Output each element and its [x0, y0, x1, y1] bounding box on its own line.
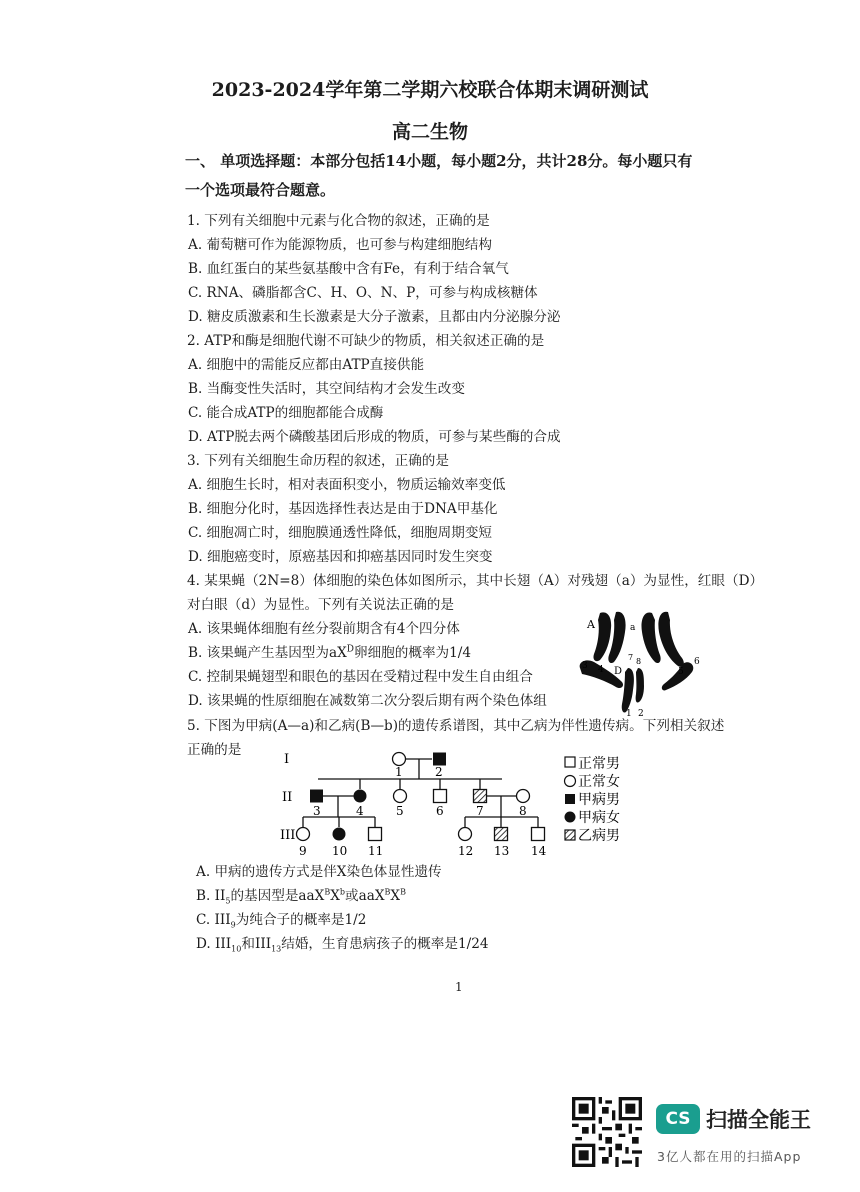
question-5-stem-line2: 正确的是 — [187, 742, 242, 758]
chromosome-2 — [608, 612, 625, 663]
pedigree-ii7-affected-b-male — [474, 790, 487, 803]
question-5-option-b: B. $II_5$的基因型是$aaX^BX^b$或$aaX^BX^B$ — [196, 887, 406, 906]
label-chrom-7: 7 — [628, 653, 634, 662]
label-chrom-6: 6 — [694, 657, 700, 667]
label-chrom-2: 2 — [638, 709, 644, 718]
question-4-stem-line2: 对白眼（d）为显性。下列有关说法正确的是 — [187, 597, 454, 613]
pedigree-i1-normal-female — [393, 753, 406, 766]
pedigree-num-2: 2 — [435, 765, 443, 779]
exam-title: 2023-2024学年第二学期六校联合体期末调研测试 — [211, 79, 649, 101]
question-4-option-c: C. 控制果蝇翅型和眼色的基因在受精过程中发生自由组合 — [188, 669, 533, 685]
label-chrom-5: 5 — [678, 667, 684, 677]
legend-affected-b-male: 乙病男 — [578, 828, 620, 844]
label-gene-D: D — [614, 666, 623, 677]
question-5-option-d: D. $III_{10}$和$III_{13}$结婚，生育患病孩子的概率是1/24 — [196, 936, 489, 954]
pedigree-num-7: 7 — [476, 804, 484, 818]
question-2-option-c: C. 能合成ATP的细胞都能合成酶 — [188, 405, 384, 421]
label-gene-a: a — [630, 623, 636, 633]
label-gene-A: A — [587, 618, 595, 631]
pedigree-num-8: 8 — [519, 804, 527, 818]
pedigree-num-12: 12 — [458, 844, 474, 858]
pedigree-chart — [280, 745, 660, 863]
chromosome-3 — [641, 612, 660, 663]
pedigree-ii6-normal-male — [434, 790, 447, 803]
question-4-option-d: D. 该果蝇的性原细胞在减数第二次分裂后期有两个染色体组 — [188, 693, 547, 709]
chromosome-1 — [593, 612, 611, 661]
chromosome-8 — [636, 668, 644, 703]
chromosome-figure — [578, 608, 708, 718]
question-1-option-c: C. RNA、磷脂都含C、H、O、N、P，可参与构成核糖体 — [188, 285, 538, 301]
question-1-option-a: A. 葡萄糖可作为能源物质，也可参与构建细胞结构 — [188, 237, 492, 253]
section-heading-line2: 一个选项最符合题意。 — [185, 181, 336, 199]
question-3-stem: 3. 下列有关细胞生命历程的叙述，正确的是 — [187, 453, 449, 469]
section-heading-line1: 一、 单项选择题：本部分包括14小题，每小题2分，共计28分。每小题只有 — [185, 152, 693, 170]
question-5-stem-line1: 5. 下图为甲病(A—a)和乙病(B—b)的遗传系谱图，其中乙病为伴性遗传病。下列相关叙述 — [187, 718, 725, 734]
legend-affected-a-female: 甲病女 — [578, 810, 620, 826]
pedigree-i2-affected-a-male — [433, 753, 446, 766]
camscanner-brand-name: 扫描全能王 — [706, 1108, 811, 1132]
pedigree-ii8-normal-female — [517, 790, 530, 803]
gen-label-iii: III — [280, 828, 296, 843]
question-4-option-a: A. 该果蝇体细胞有丝分裂前期含有4个四分体 — [188, 621, 460, 637]
pedigree-legend — [565, 755, 621, 844]
pedigree-num-13: 13 — [494, 844, 510, 858]
pedigree-num-11: 11 — [368, 844, 384, 858]
pedigree-iii12-normal-female — [459, 828, 472, 841]
chromosome-7 — [622, 668, 634, 713]
pedigree-num-1: 1 — [395, 765, 403, 779]
pedigree-num-9: 9 — [299, 844, 307, 858]
pedigree-ii4-affected-a-female — [354, 790, 367, 803]
question-2-option-d: D. ATP脱去两个磷酸基团后形成的物质，可参与某些酶的合成 — [188, 429, 561, 445]
pedigree-num-3: 3 — [313, 804, 321, 818]
pedigree-ii3-affected-a-male — [310, 790, 323, 803]
pedigree-num-10: 10 — [332, 844, 348, 858]
page-number: 1 — [455, 980, 463, 994]
question-3-option-d: D. 细胞癌变时，原癌基因和抑癌基因同时发生突变 — [188, 549, 493, 565]
pedigree-num-14: 14 — [531, 844, 547, 858]
pedigree-ii5-normal-female — [394, 790, 407, 803]
camscanner-logo-icon: CS — [656, 1104, 700, 1134]
gen-label-i: I — [284, 752, 290, 767]
pedigree-iii10-affected-a-female — [333, 828, 346, 841]
question-2-option-b: B. 当酶变性失活时，其空间结构才会发生改变 — [188, 381, 465, 397]
question-1-stem: 1. 下列有关细胞中元素与化合物的叙述，正确的是 — [187, 213, 490, 229]
question-1-option-b: B. 血红蛋白的某些氨基酸中含有Fe，有利于结合氧气 — [188, 261, 509, 277]
question-3-option-b: B. 细胞分化时，基因选择性表达是由于DNA甲基化 — [188, 501, 498, 517]
chromosome-4 — [658, 612, 683, 667]
pedigree-iii9-normal-female — [297, 828, 310, 841]
question-4-option-b: B. 该果蝇产生基因型为$aX^D$卵细胞的概率为1/4 — [188, 644, 472, 661]
legend-affected-a-male: 甲病男 — [578, 792, 620, 808]
pedigree-iii14-normal-male — [532, 828, 545, 841]
pedigree-num-6: 6 — [436, 804, 444, 818]
question-3-option-a: A. 细胞生长时，相对表面积变小，物质运输效率变低 — [188, 477, 506, 493]
legend-normal-female: 正常女 — [578, 774, 620, 790]
camscanner-tagline: 3亿人都在用的扫描App — [657, 1149, 802, 1164]
label-chrom-3: 3 — [582, 661, 588, 671]
question-2-option-a: A. 细胞中的需能反应都由ATP直接供能 — [188, 357, 425, 373]
label-chrom-4: 4 — [598, 665, 604, 675]
pedigree-iii13-affected-b-male — [495, 828, 508, 841]
legend-normal-male: 正常男 — [578, 756, 620, 772]
exam-subject: 高二生物 — [391, 121, 468, 143]
label-chrom-1: 1 — [626, 709, 632, 718]
question-5-option-c: C. $III_9$为纯合子的概率是1/2 — [196, 912, 367, 930]
pedigree-num-4: 4 — [356, 804, 364, 818]
question-1-option-d: D. 糖皮质激素和生长激素是大分子激素，且都由内分泌腺分泌 — [188, 309, 561, 325]
question-3-option-c: C. 细胞凋亡时，细胞膜通透性降低，细胞周期变短 — [188, 525, 493, 541]
qr-code-icon — [572, 1097, 642, 1167]
label-chrom-8: 8 — [636, 657, 642, 666]
question-2-stem: 2. ATP和酶是细胞代谢不可缺少的物质，相关叙述正确的是 — [187, 333, 545, 349]
question-4-stem-line1: 4. 某果蝇（2N=8）体细胞的染色体如图所示，其中长翅（A）对残翅（a）为显性，红眼（D） — [187, 573, 764, 589]
pedigree-num-5: 5 — [396, 804, 404, 818]
question-5-option-a: A. 甲病的遗传方式是伴X染色体显性遗传 — [196, 864, 442, 880]
gen-label-ii: II — [282, 790, 293, 805]
pedigree-iii11-normal-male — [369, 828, 382, 841]
